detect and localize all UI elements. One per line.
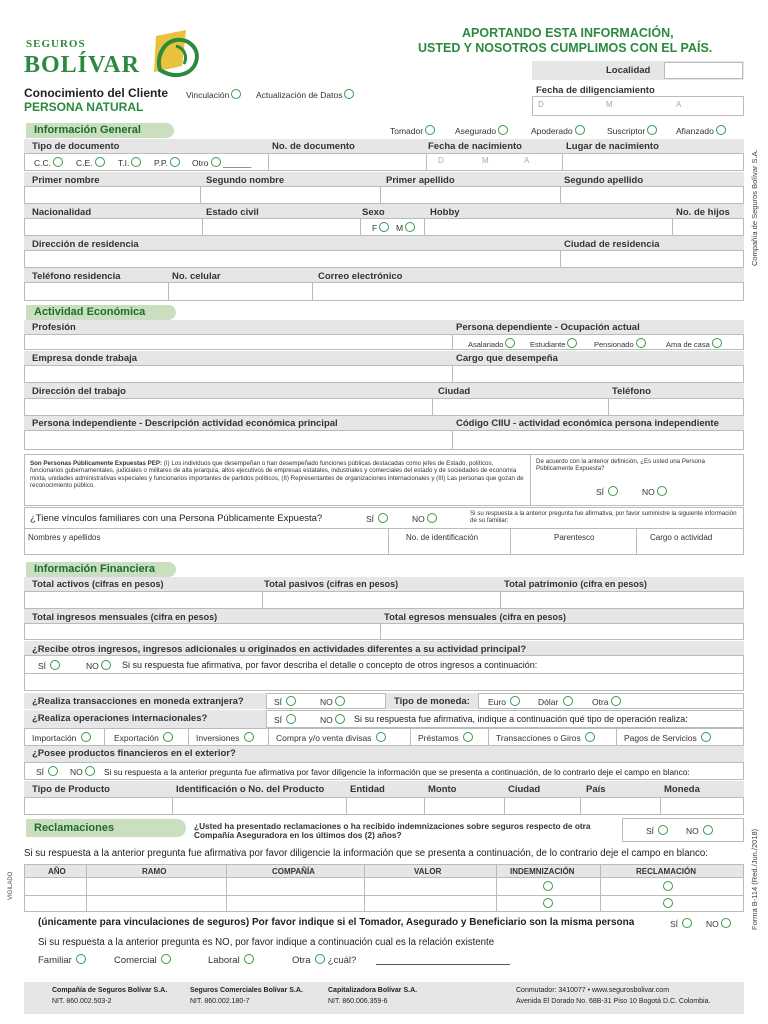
vinc-si-radio[interactable] (378, 513, 388, 523)
section-informacion-general: Información General (26, 123, 174, 138)
recl-no-label: NO (686, 826, 699, 836)
recl-col-ano: AÑO (48, 867, 66, 876)
pasivos-text: Total pasivos (264, 579, 325, 590)
hijos-label: No. de hijos (676, 207, 730, 218)
footer-c4a: Conmutador: 3410077 • www.segurosbolivar.com (516, 987, 670, 994)
misma-no-radio[interactable] (721, 918, 731, 928)
recl-col-indemnizacion: INDEMNIZACIÓN (510, 867, 575, 876)
doc-cc-radio[interactable] (53, 157, 63, 167)
slogan-line-2: USTED Y NOSOTROS CUMPLIMOS CON EL PAÍS. (418, 41, 713, 55)
oper-inversiones-label: Inversiones (196, 733, 240, 743)
pep-question: De acuerdo con la anterior definición, ¿Es usted una Persona Públicamente Expuesta? (536, 458, 705, 473)
misma-si-label: SÍ (670, 919, 679, 929)
nac-day-hint: D (438, 156, 444, 165)
doc-ti-label: T.I. (118, 158, 130, 168)
pep-bold: Son Personas Públicamente Expuestas PEP: (30, 460, 163, 467)
pep-no-radio[interactable] (657, 486, 667, 496)
prod-col-entidad: Entidad (350, 784, 385, 795)
nac-year-hint: A (524, 156, 530, 165)
localidad-label: Localidad (606, 65, 651, 76)
doc-cc-label: C.C. (34, 158, 51, 168)
ingresos-note: (cifra en pesos) (150, 612, 218, 622)
otros-si-label: SÍ (38, 661, 47, 671)
recl-col-valor: VALOR (414, 867, 442, 876)
oper-question: ¿Realiza operaciones internacionales? (32, 713, 208, 724)
prod-note: Si su respuesta a la anterior pregunta fue afirmativa por favor diligencie la información que se presenta a continuación, de lo contrario deje el campo en blanco: (104, 767, 690, 777)
sexo-m-label: M (396, 223, 404, 233)
side-company: Compañía de Seguros Bolívar S.A. (750, 149, 759, 266)
oper-no-radio[interactable] (335, 714, 345, 724)
direccion-label: Dirección de residencia (32, 239, 139, 250)
empresa-row[interactable] (24, 365, 744, 383)
oper-si-radio[interactable] (286, 714, 296, 724)
rel-cual-label: ¿cuál? (327, 955, 357, 966)
dir-trabajo-row[interactable] (24, 398, 744, 416)
misma-si-radio[interactable] (682, 918, 692, 928)
fecha-nac-label: Fecha de nacimiento (428, 141, 522, 152)
lugar-nac-label: Lugar de nacimiento (566, 141, 659, 152)
dep-pensionado-radio[interactable] (636, 338, 646, 348)
moneda-dolar-radio[interactable] (563, 696, 573, 706)
slogan-line-1: APORTANDO ESTA INFORMACIÓN, (462, 26, 674, 40)
doc-otro-radio[interactable] (211, 157, 221, 167)
correo-label: Correo electrónico (318, 271, 403, 282)
independiente-row[interactable] (24, 430, 744, 450)
ciudad-residencia-label: Ciudad de residencia (564, 239, 660, 250)
side-vigilado: VIGILADO (8, 871, 14, 900)
sexo-label: Sexo (362, 207, 385, 218)
prod-si-radio[interactable] (48, 766, 58, 776)
otros-si-radio[interactable] (50, 660, 60, 670)
oper-exportacion-radio[interactable] (163, 732, 173, 742)
oper-no-label: NO (320, 715, 333, 725)
egresos-label (384, 612, 566, 623)
moneda-si-label: SÍ (274, 697, 283, 707)
vinc-no-radio[interactable] (427, 513, 437, 523)
patrimonio-text: Total patrimonio (504, 579, 578, 590)
oper-importacion-label: Importación (32, 733, 77, 743)
rel-familiar-radio[interactable] (76, 954, 86, 964)
ingresos-label (32, 612, 217, 623)
prod-no-radio[interactable] (85, 766, 95, 776)
misma-persona-question: (únicamente para vinculaciones de seguros) Por favor indique si el Tomador, Asegurado y Beneficiario son la misma persona (38, 917, 635, 928)
moneda-euro-radio[interactable] (510, 696, 520, 706)
recl-si-label: SÍ (646, 826, 655, 836)
moneda-otra-radio[interactable] (611, 696, 621, 706)
doc-ti-radio[interactable] (131, 157, 141, 167)
side-forma: Forma B-114 (Red./Jun./2018) (750, 828, 759, 930)
vinc-no-label: NO (412, 514, 425, 524)
otros-no-label: NO (86, 661, 99, 671)
localidad-field[interactable] (664, 62, 743, 79)
moneda-euro-label: Euro (488, 697, 506, 707)
contacto-row[interactable] (24, 282, 744, 301)
primer-apellido-label: Primer apellido (386, 175, 455, 186)
moneda-dolar-label: Dólar (538, 697, 559, 707)
oper-inversiones-radio[interactable] (244, 732, 254, 742)
vinc-note: Si su respuesta a la anterior pregunta fue afirmativa, por favor suministre la siguiente información de su familiar: (470, 510, 737, 525)
segundo-nombre-label: Segundo nombre (206, 175, 285, 186)
col-nombres: Nombres y apellidos (28, 533, 101, 542)
relacion-note: Si su respuesta a la anterior pregunta es NO, por favor indique a continuación cual es la relación existente (38, 937, 495, 948)
rel-laboral-label: Laboral (208, 955, 240, 966)
rel-otra-radio[interactable] (315, 954, 325, 964)
oper-si-label: SÍ (274, 715, 283, 725)
pasivos-note: (cifras en pesos) (326, 579, 399, 589)
prod-si-label: SÍ (36, 767, 45, 777)
recl-recl-radio-2[interactable] (663, 898, 673, 908)
prod-row[interactable] (24, 797, 744, 815)
recl-no-radio[interactable] (703, 825, 713, 835)
section-informacion-financiera: Información Financiera (26, 562, 176, 577)
dep-pensionado-label: Pensionado (594, 340, 634, 349)
prod-col-moneda: Moneda (664, 784, 700, 795)
prod-col-ciudad: Ciudad (508, 784, 541, 795)
sexo-f-label: F (372, 223, 378, 233)
egresos-note: (cifra en pesos) (499, 612, 566, 622)
otros-note: Si su respuesta fue afirmativa, por favor describa el detalle o concepto de otros ingresos a continuación: (122, 660, 538, 670)
page-subtitle: PERSONA NATURAL (24, 100, 144, 114)
oper-note: Si su respuesta fue afirmativa, indique a continuación qué tipo de operación realiza: (354, 714, 688, 724)
footer-c3a: Capitalizadora Bolívar S.A. (328, 987, 418, 994)
oper-servicios-label: Pagos de Servicios (624, 733, 697, 743)
footer-c1a: Compañía de Seguros Bolívar S.A. (52, 987, 168, 994)
oper-importacion-radio[interactable] (81, 732, 91, 742)
oper-prestamos-radio[interactable] (463, 732, 473, 742)
page-title: Conocimiento del Cliente (24, 86, 169, 100)
recl-col-ramo: RAMO (142, 867, 167, 876)
vinculacion-radio[interactable] (231, 89, 241, 99)
role-asegurado-label: Asegurado (455, 126, 497, 136)
otros-question: ¿Recibe otros ingresos, ingresos adicionales u originados en actividades diferentes a su actividad principal? (32, 644, 527, 655)
fecha-dilig-label: Fecha de diligenciamiento (536, 85, 655, 96)
col-cargo: Cargo o actividad (650, 533, 713, 542)
primer-nombre-label: Primer nombre (32, 175, 100, 186)
pep-no-label: NO (642, 487, 655, 497)
sexo-m-radio[interactable] (405, 222, 415, 232)
dep-ama-label: Ama de casa (666, 340, 710, 349)
recl-si-radio[interactable] (658, 825, 668, 835)
recl-indem-radio-1[interactable] (543, 881, 553, 891)
rel-comercial-radio[interactable] (161, 954, 171, 964)
brand-main: BOLÍVAR (24, 52, 140, 78)
empresa-label: Empresa donde trabaja (32, 353, 138, 364)
role-tomador-radio[interactable] (425, 125, 435, 135)
egresos-text: Total egresos mensuales (384, 612, 497, 623)
recl-col-compania: COMPAÑÍA (272, 867, 315, 876)
role-suscriptor-radio[interactable] (647, 125, 657, 135)
tipo-doc-label: Tipo de documento (32, 141, 120, 152)
moneda-si-radio[interactable] (286, 696, 296, 706)
pep-si-label: SÍ (596, 487, 605, 497)
tipo-moneda-label: Tipo de moneda: (394, 696, 470, 707)
recl-question: ¿Usted ha presentado reclamaciones o ha recibido indemnizaciones sobre seguros respecto de otra Compañía Aseguradora en los últimos dos (2) años? (194, 821, 591, 841)
celular-label: No. celular (172, 271, 221, 282)
fecha-dilig-field[interactable] (532, 96, 744, 116)
rel-comercial-label: Comercial (114, 955, 157, 966)
brand-top: SEGUROS (26, 38, 86, 50)
patrimonio-label (504, 579, 647, 590)
doc-ce-label: C.E. (76, 158, 93, 168)
role-apoderado-radio[interactable] (575, 125, 585, 135)
doc-pp-label: P.P. (154, 158, 168, 168)
segundo-apellido-label: Segundo apellido (564, 175, 644, 186)
telefono-trabajo-label: Teléfono (612, 386, 651, 397)
oper-servicios-radio[interactable] (701, 732, 711, 742)
section-actividad-economica: Actividad Económica (26, 305, 176, 320)
actualizacion-label: Actualización de Datos (256, 90, 343, 100)
prod-col-pais: País (586, 784, 606, 795)
role-suscriptor-label: Suscriptor (607, 126, 646, 136)
month-hint: M (606, 100, 613, 109)
pasivos-label (264, 579, 398, 590)
activos-row[interactable] (24, 591, 744, 609)
dep-asalariado-radio[interactable] (505, 338, 515, 348)
activos-label (32, 579, 164, 590)
moneda-otra-label: Otra (592, 697, 609, 707)
footer-c2b: NIT. 860.002.180-7 (190, 998, 250, 1005)
footer-c3b: NIT. 860.006.359-6 (328, 998, 388, 1005)
doc-ce-radio[interactable] (95, 157, 105, 167)
dependiente-label: Persona dependiente - Ocupación actual (456, 322, 640, 333)
role-afianzado-label: Afianzado (676, 126, 714, 136)
recl-indem-radio-2[interactable] (543, 898, 553, 908)
oper-divisas-radio[interactable] (376, 732, 386, 742)
pep-si-radio[interactable] (608, 486, 618, 496)
prod-col-id: Identificación o No. del Producto (176, 784, 325, 795)
moneda-question: ¿Realiza transacciones en moneda extranjera? (32, 696, 244, 707)
moneda-no-radio[interactable] (335, 696, 345, 706)
vinc-si-label: SÍ (366, 514, 375, 524)
nacionalidad-label: Nacionalidad (32, 207, 92, 218)
nombres-row[interactable] (24, 186, 744, 204)
otros-detalle-field[interactable] (25, 674, 743, 690)
dep-ama-radio[interactable] (712, 338, 722, 348)
ingresos-text: Total ingresos mensuales (32, 612, 148, 623)
recl-recl-radio-1[interactable] (663, 881, 673, 891)
role-afianzado-radio[interactable] (716, 125, 726, 135)
recl-note: Si su respuesta a la anterior pregunta fue afirmativa por favor diligencie la información que se presenta a continuación, de lo contrario deje el campo en blanco: (24, 848, 708, 859)
vinc-question: ¿Tiene vínculos familiares con una Persona Públicamente Expuesta? (30, 513, 323, 524)
cargo-label: Cargo que desempeña (456, 353, 558, 364)
role-asegurado-radio[interactable] (498, 125, 508, 135)
section-reclamaciones: Reclamaciones (26, 819, 186, 837)
oper-giros-label: Transacciones o Giros (496, 733, 581, 743)
footer-c2a: Seguros Comerciales Bolívar S.A. (190, 987, 303, 994)
rel-familiar-label: Familiar (38, 955, 72, 966)
col-parentesco: Parentesco (554, 533, 595, 542)
nac-month-hint: M (482, 156, 489, 165)
otros-no-radio[interactable] (101, 660, 111, 670)
pep-text: (I) Los individuos que desempeñan o han desempeñado funciones públicas destacadas como jefes de Estado, políticos, funcionarios gubernamentales, judiciales o militares de alta jerarquía, altos ejecutivos de empresas estatales, industriales y comerciales del estado y de sociedades de economía mixta, unidades administrativas especiales y funcionarios importantes de partidos políticos, (II) Representantes de organizaciones internacionales y (III) Las personas que gozan de reconocimiento público. (30, 460, 524, 490)
oper-divisas-label: Compra y/o venta divisas (276, 733, 372, 743)
actualizacion-radio[interactable] (344, 89, 354, 99)
activos-text: Total activos (32, 579, 90, 590)
footer-c1b: NIT. 860.002.503-2 (52, 998, 112, 1005)
ciudad-trabajo-label: Ciudad (438, 386, 471, 397)
doc-otro-label: Otro (192, 158, 209, 168)
vinculacion-label: Vinculación (186, 90, 230, 100)
day-hint: D (538, 100, 544, 109)
rel-cual-line[interactable] (376, 964, 510, 965)
ingresos-row[interactable] (24, 623, 744, 640)
oper-exportacion-label: Exportación (114, 733, 159, 743)
no-doc-label: No. de documento (272, 141, 355, 152)
oper-prestamos-label: Préstamos (418, 733, 459, 743)
estado-civil-label: Estado civil (206, 207, 259, 218)
independiente-label: Persona independiente - Descripción actividad económica principal (32, 418, 338, 429)
rel-laboral-radio[interactable] (244, 954, 254, 964)
sexo-f-radio[interactable] (379, 222, 389, 232)
dep-estudiante-radio[interactable] (567, 338, 577, 348)
rel-otra-label: Otra (292, 955, 311, 966)
oper-giros-radio[interactable] (585, 732, 595, 742)
telefono-label: Teléfono residencia (32, 271, 121, 282)
col-identificacion: No. de identificación (406, 533, 479, 542)
patrimonio-note: (cifra en pesos) (580, 579, 647, 589)
year-hint: A (676, 100, 682, 109)
prod-col-tipo: Tipo de Producto (32, 784, 110, 795)
dep-asalariado-label: Asalariado (468, 340, 504, 349)
hobby-label: Hobby (430, 207, 460, 218)
dep-estudiante-label: Estudiante (530, 340, 566, 349)
direccion-row[interactable] (24, 250, 744, 268)
footer-c4b: Avenida El Dorado No. 68B-31 Piso 10 Bogotá D.C. Colombia. (516, 998, 711, 1005)
recl-col-reclamacion: RECLAMACIÓN (636, 867, 696, 876)
bolivar-logo-icon (146, 26, 208, 84)
misma-no-label: NO (706, 919, 719, 929)
prod-col-monto: Monto (428, 784, 457, 795)
role-apoderado-label: Apoderado (531, 126, 573, 136)
dir-trabajo-label: Dirección del trabajo (32, 386, 126, 397)
pep-definition (30, 460, 526, 490)
prod-no-label: NO (70, 767, 83, 777)
prod-question: ¿Posee productos financieros en el exterior? (32, 748, 236, 759)
ciiu-label: Código CIIU - actividad económica persona independiente (456, 418, 719, 429)
role-tomador-label: Tomador (390, 126, 424, 136)
moneda-no-label: NO (320, 697, 333, 707)
activos-note: (cifras en pesos) (92, 579, 164, 589)
doc-pp-radio[interactable] (170, 157, 180, 167)
profesion-label: Profesión (32, 322, 76, 333)
